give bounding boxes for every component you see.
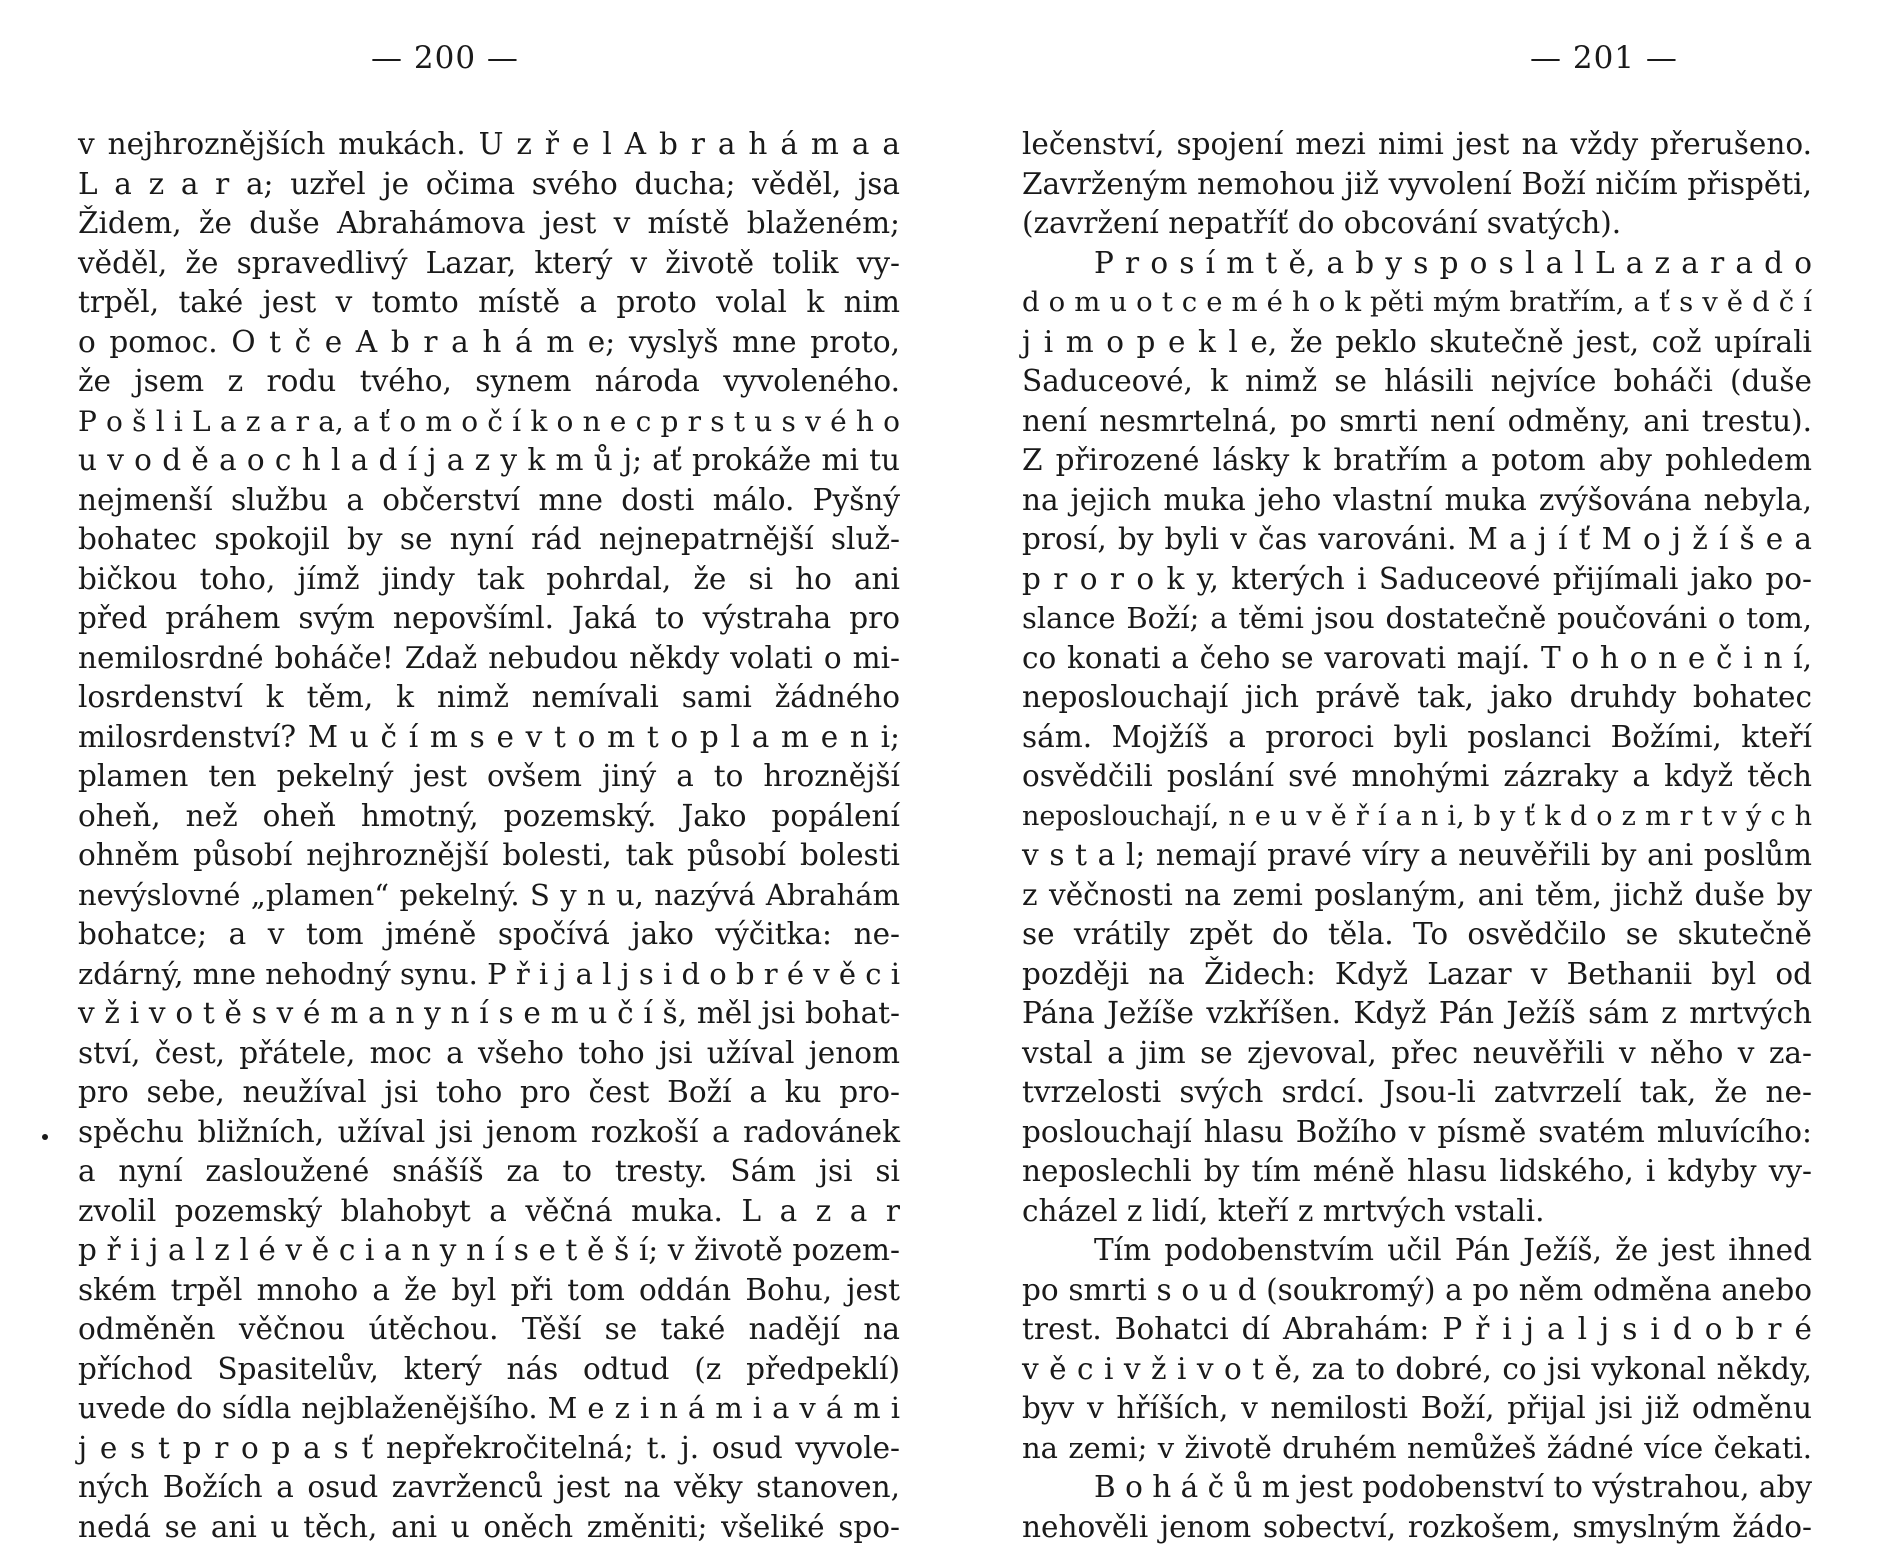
text-line: plamen ten pekelný jest ovšem jiný a to hroznější [78,757,900,797]
text-line: z věčnosti na zemi poslaným, ani těm, jichž duše by [1022,876,1812,916]
text-line: nemilosrdné boháče! Zdaž nebudou někdy volati o mi- [78,639,900,679]
text-line: P r o s í m t ě, a b y s p o s l a l L a z a r a d o [1022,244,1812,284]
text-line: nehověli jenom sobectví, rozkošem, smyslným žádo- [1022,1508,1812,1547]
text-line: v ě c i v ž i v o t ě, za to dobré, co jsi vykonal někdy, [1022,1350,1812,1390]
text-line: slance Boží; a těmi jsou dostatečně poučováni o tom, [1022,599,1812,639]
text-line: Tím podobenstvím učil Pán Ježíš, že jest ihned [1022,1231,1812,1271]
text-line: trest. Bohatci dí Abrahám: P ř i j a l j s i d o b r é [1022,1310,1812,1350]
text-line: že jsem z rodu tvého, synem národa vyvoleného. [78,362,900,402]
text-line: uvede do sídla nejblaženějšího. M e z i n á m i a v á m i [78,1389,900,1429]
text-line: o pomoc. O t č e A b r a h á m e; vyslyš mne proto, [78,323,900,363]
text-line: v nejhroznějších mukách. U z ř e l A b r a h á m a a [78,125,900,165]
text-line: pro sebe, neužíval jsi toho pro čest Boží a ku pro- [78,1073,900,1113]
text-line: Židem, že duše Abrahámova jest v místě blaženém; [78,204,900,244]
text-line: v s t a l; nemají pravé víry a neuvěřili by ani poslům [1022,836,1812,876]
page-number-right: — 201 — [950,40,1900,76]
text-line: na zemi; v životě druhém nemůžeš žádné více čekati. [1022,1429,1812,1469]
text-line: p r o r o k y, kterých i Saduceové přijímali jako po- [1022,560,1812,600]
text-line: později na Židech: Když Lazar v Bethanii byl od [1022,955,1812,995]
text-line: j i m o p e k l e, že peklo skutečně jest, což upírali [1022,323,1812,363]
text-line: sám. Mojžíš a proroci byli poslanci Božími, kteří [1022,718,1812,758]
text-line: příchod Spasitelův, který nás odtud (z předpeklí) [78,1350,900,1390]
page-number-left: — 200 — [0,40,950,76]
text-line: na jejich muka jeho vlastní muka zvýšována nebyla, [1022,481,1812,521]
right-page-text [1022,125,1812,1547]
text-line: neposlouchají jich právě tak, jako druhdy bohatec [1022,678,1812,718]
left-page [0,0,950,1500]
text-line: zdárný, mne nehodný synu. P ř i j a l j s i d o b r é v ě c i [78,955,900,995]
text-line: není nesmrtelná, po smrti není odměny, ani trestu). [1022,402,1812,442]
text-line: ství, čest, přátele, moc a všeho toho jsi užíval jenom [78,1034,900,1074]
text-line: neposlouchají, n e u v ě ř í a n i, b y ť k d o z m r t v ý c h [1022,797,1812,837]
text-line: vstal a jim se zjevoval, přec neuvěřili v něho v za- [1022,1034,1812,1074]
text-line: nevýslovné „plamen“ pekelný. S y n u, nazývá Abrahám [78,876,900,916]
text-line: trpěl, také jest v tomto místě a proto volal k nim [78,283,900,323]
text-line: věděl, že spravedlivý Lazar, který v životě tolik vy- [78,244,900,284]
text-line: j e s t p r o p a s ť nepřekročitelná; t. j. osud vyvole- [78,1429,900,1469]
text-line: B o h á č ů m jest podobenství to výstrahou, aby [1022,1468,1812,1508]
text-line: oheň, než oheň hmotný, pozemský. Jako popálení [78,797,900,837]
text-line: Zavrženým nemohou již vyvolení Boží ničím přispěti, [1022,165,1812,205]
text-line: před práhem svým nepovšíml. Jaká to výstraha pro [78,599,900,639]
text-line: prosí, by byli v čas varováni. M a j í ť M o j ž í š e a [1022,520,1812,560]
text-line: u v o d ě a o c h l a d í j a z y k m ů j; ať prokáže mi tu [78,441,900,481]
text-line: bohatec spokojil by se nyní rád nejnepatrnější služ- [78,520,900,560]
left-page-text [78,125,900,1547]
text-line: Pána Ježíše vzkříšen. Když Pán Ježíš sám z mrtvých [1022,994,1812,1034]
text-line: ohněm působí nejhroznější bolesti, tak působí bolesti [78,836,900,876]
margin-dot [42,1134,48,1140]
text-line: (zavržení nepatříť do obcování svatých). [1022,204,1812,244]
text-line: ském trpěl mnoho a že byl při tom oddán Bohu, jest [78,1271,900,1311]
right-page [950,0,1900,1500]
text-line: nejmenší službu a občerství mne dosti málo. Pyšný [78,481,900,521]
text-line: spěchu bližních, užíval jsi jenom rozkoší a radovánek [78,1113,900,1153]
text-line: se vrátily zpět do těla. To osvědčilo se skutečně [1022,915,1812,955]
text-line: lečenství, spojení mezi nimi jest na vždy přerušeno. [1022,125,1812,165]
text-line: co konati a čeho se varovati mají. T o h o n e č i n í, [1022,639,1812,679]
text-line: P o š l i L a z a r a, a ť o m o č í k o n e c p r s t u s v é h o [78,402,900,442]
text-line: cházel z lidí, kteří z mrtvých vstali. [1022,1192,1812,1232]
text-line: neposlechli by tím méně hlasu lidského, i kdyby vy- [1022,1152,1812,1192]
text-line: v ž i v o t ě s v é m a n y n í s e m u č í š, měl jsi bohat- [78,994,900,1034]
text-line: byv v hříších, v nemilosti Boží, přijal jsi již odměnu [1022,1389,1812,1429]
text-line: bohatce; a v tom jméně spočívá jako výčitka: ne- [78,915,900,955]
text-line: po smrti s o u d (soukromý) a po něm odměna anebo [1022,1271,1812,1311]
text-line: nedá se ani u těch, ani u oněch změniti; všeliké spo- [78,1508,900,1547]
text-line: tvrzelosti svých srdcí. Jsou-li zatvrzelí tak, že ne- [1022,1073,1812,1113]
text-line: bičkou toho, jímž jindy tak pohrdal, že si ho ani [78,560,900,600]
text-line: a nyní zasloužené snášíš za to tresty. Sám jsi si [78,1152,900,1192]
text-line: odměněn věčnou útěchou. Těší se také nadějí na [78,1310,900,1350]
text-line: ných Božích a osud zavrženců jest na věky stanoven, [78,1468,900,1508]
text-line: zvolil pozemský blahobyt a věčná muka. L a z a r [78,1192,900,1232]
text-line: d o m u o t c e m é h o k pěti mým bratřím, a ť s v ě d č í [1022,283,1812,323]
text-line: milosrdenství? M u č í m s e v t o m t o p l a m e n i; [78,718,900,758]
text-line: osvědčili poslání své mnohými zázraky a když těch [1022,757,1812,797]
text-line: p ř i j a l z l é v ě c i a n y n í s e t ě š í; v životě pozem- [78,1231,900,1271]
text-line: Z přirozené lásky k bratřím a potom aby pohledem [1022,441,1812,481]
text-line: poslouchají hlasu Božího v písmě svatém mluvícího: [1022,1113,1812,1153]
text-line: losrdenství k těm, k nimž nemívali sami žádného [78,678,900,718]
text-line: L a z a r a; uzřel je očima svého ducha; věděl, jsa [78,165,900,205]
text-line: Saduceové, k nimž se hlásili nejvíce boháči (duše [1022,362,1812,402]
